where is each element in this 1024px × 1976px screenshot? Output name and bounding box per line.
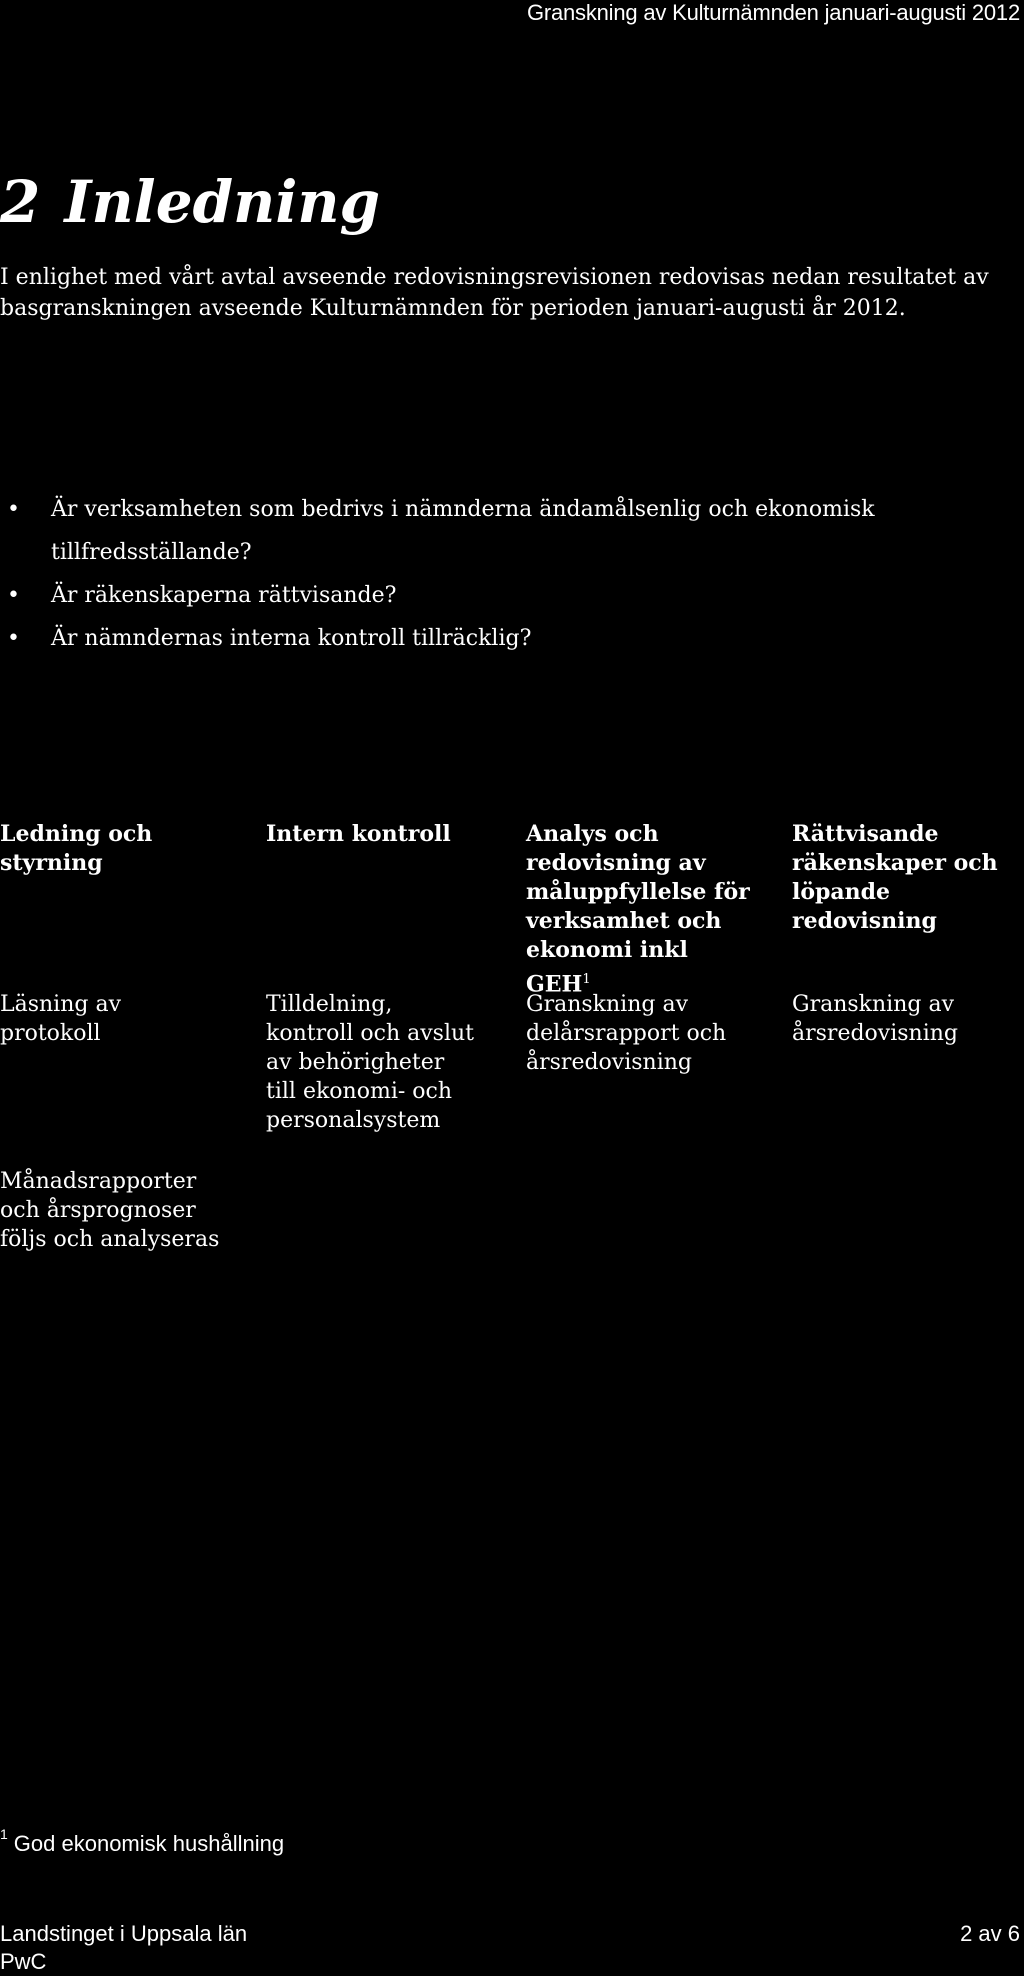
bullet-marker: • <box>7 626 20 651</box>
area-heading <box>526 820 756 999</box>
area-heading-text: Analys och redovisning av måluppfyllelse för verksamhet och ekonomi inkl GEH <box>526 821 750 998</box>
footnote-reference: 1 <box>582 972 591 987</box>
area-item: Månadsrapporter och årsprognoser följs och analyseras <box>0 1169 220 1252</box>
footnote-text: God ekonomisk hushållning <box>13 1831 285 1856</box>
footer-firm: PwC <box>0 1949 47 1974</box>
footnote <box>0 1826 284 1857</box>
list-item-text: Är räkenskaperna rättvisande? <box>51 583 397 608</box>
area-item: Granskning av delårsrapport och årsredovisning <box>526 992 727 1075</box>
footer-organization: Landstinget i Uppsala län <box>0 1921 248 1946</box>
footer-left <box>0 1920 247 1976</box>
section-title: Inledning <box>64 168 381 236</box>
area-column-governance <box>0 820 230 1252</box>
area-heading: Intern kontroll <box>266 821 451 847</box>
area-column-analysis <box>526 820 756 1075</box>
area-item: Granskning av årsredovisning <box>792 992 958 1046</box>
list-item <box>0 488 1020 574</box>
section-heading <box>0 168 380 236</box>
list-item <box>0 574 1020 617</box>
question-list <box>0 488 1020 660</box>
list-item-text: Är nämndernas interna kontroll tillräcklig? <box>51 626 532 651</box>
review-areas <box>0 820 1024 1270</box>
area-item: Läsning av protokoll <box>0 992 122 1046</box>
area-column-accounts <box>792 820 1024 1046</box>
list-item-text: Är verksamheten som bedrivs i nämnderna ändamålsenlig och ekonomisk tillfredsställande? <box>51 497 875 565</box>
area-heading: Rättvisande räkenskaper och löpande redovisning <box>792 821 998 934</box>
intro-paragraph: I enlighet med vårt avtal avseende redovisningsrevisionen redovisas nedan resultatet av basgranskningen avseende Kulturnämnden för perioden januari-augusti år 2012. <box>0 265 989 321</box>
page-number: 2 av 6 <box>960 1921 1020 1946</box>
bullet-marker: • <box>7 497 20 522</box>
area-item: Tilldelning, kontroll och avslut av behörigheter till ekonomi- och personalsystem <box>266 992 475 1133</box>
bullet-marker: • <box>7 583 20 608</box>
area-heading: Ledning och styrning <box>0 821 153 876</box>
list-item <box>0 617 1020 660</box>
area-column-internal-control <box>266 820 476 1133</box>
section-number: 2 <box>0 168 41 236</box>
footnote-number: 1 <box>0 1826 8 1842</box>
running-header: Granskning av Kulturnämnden januari-augusti 2012 <box>526 0 1020 25</box>
